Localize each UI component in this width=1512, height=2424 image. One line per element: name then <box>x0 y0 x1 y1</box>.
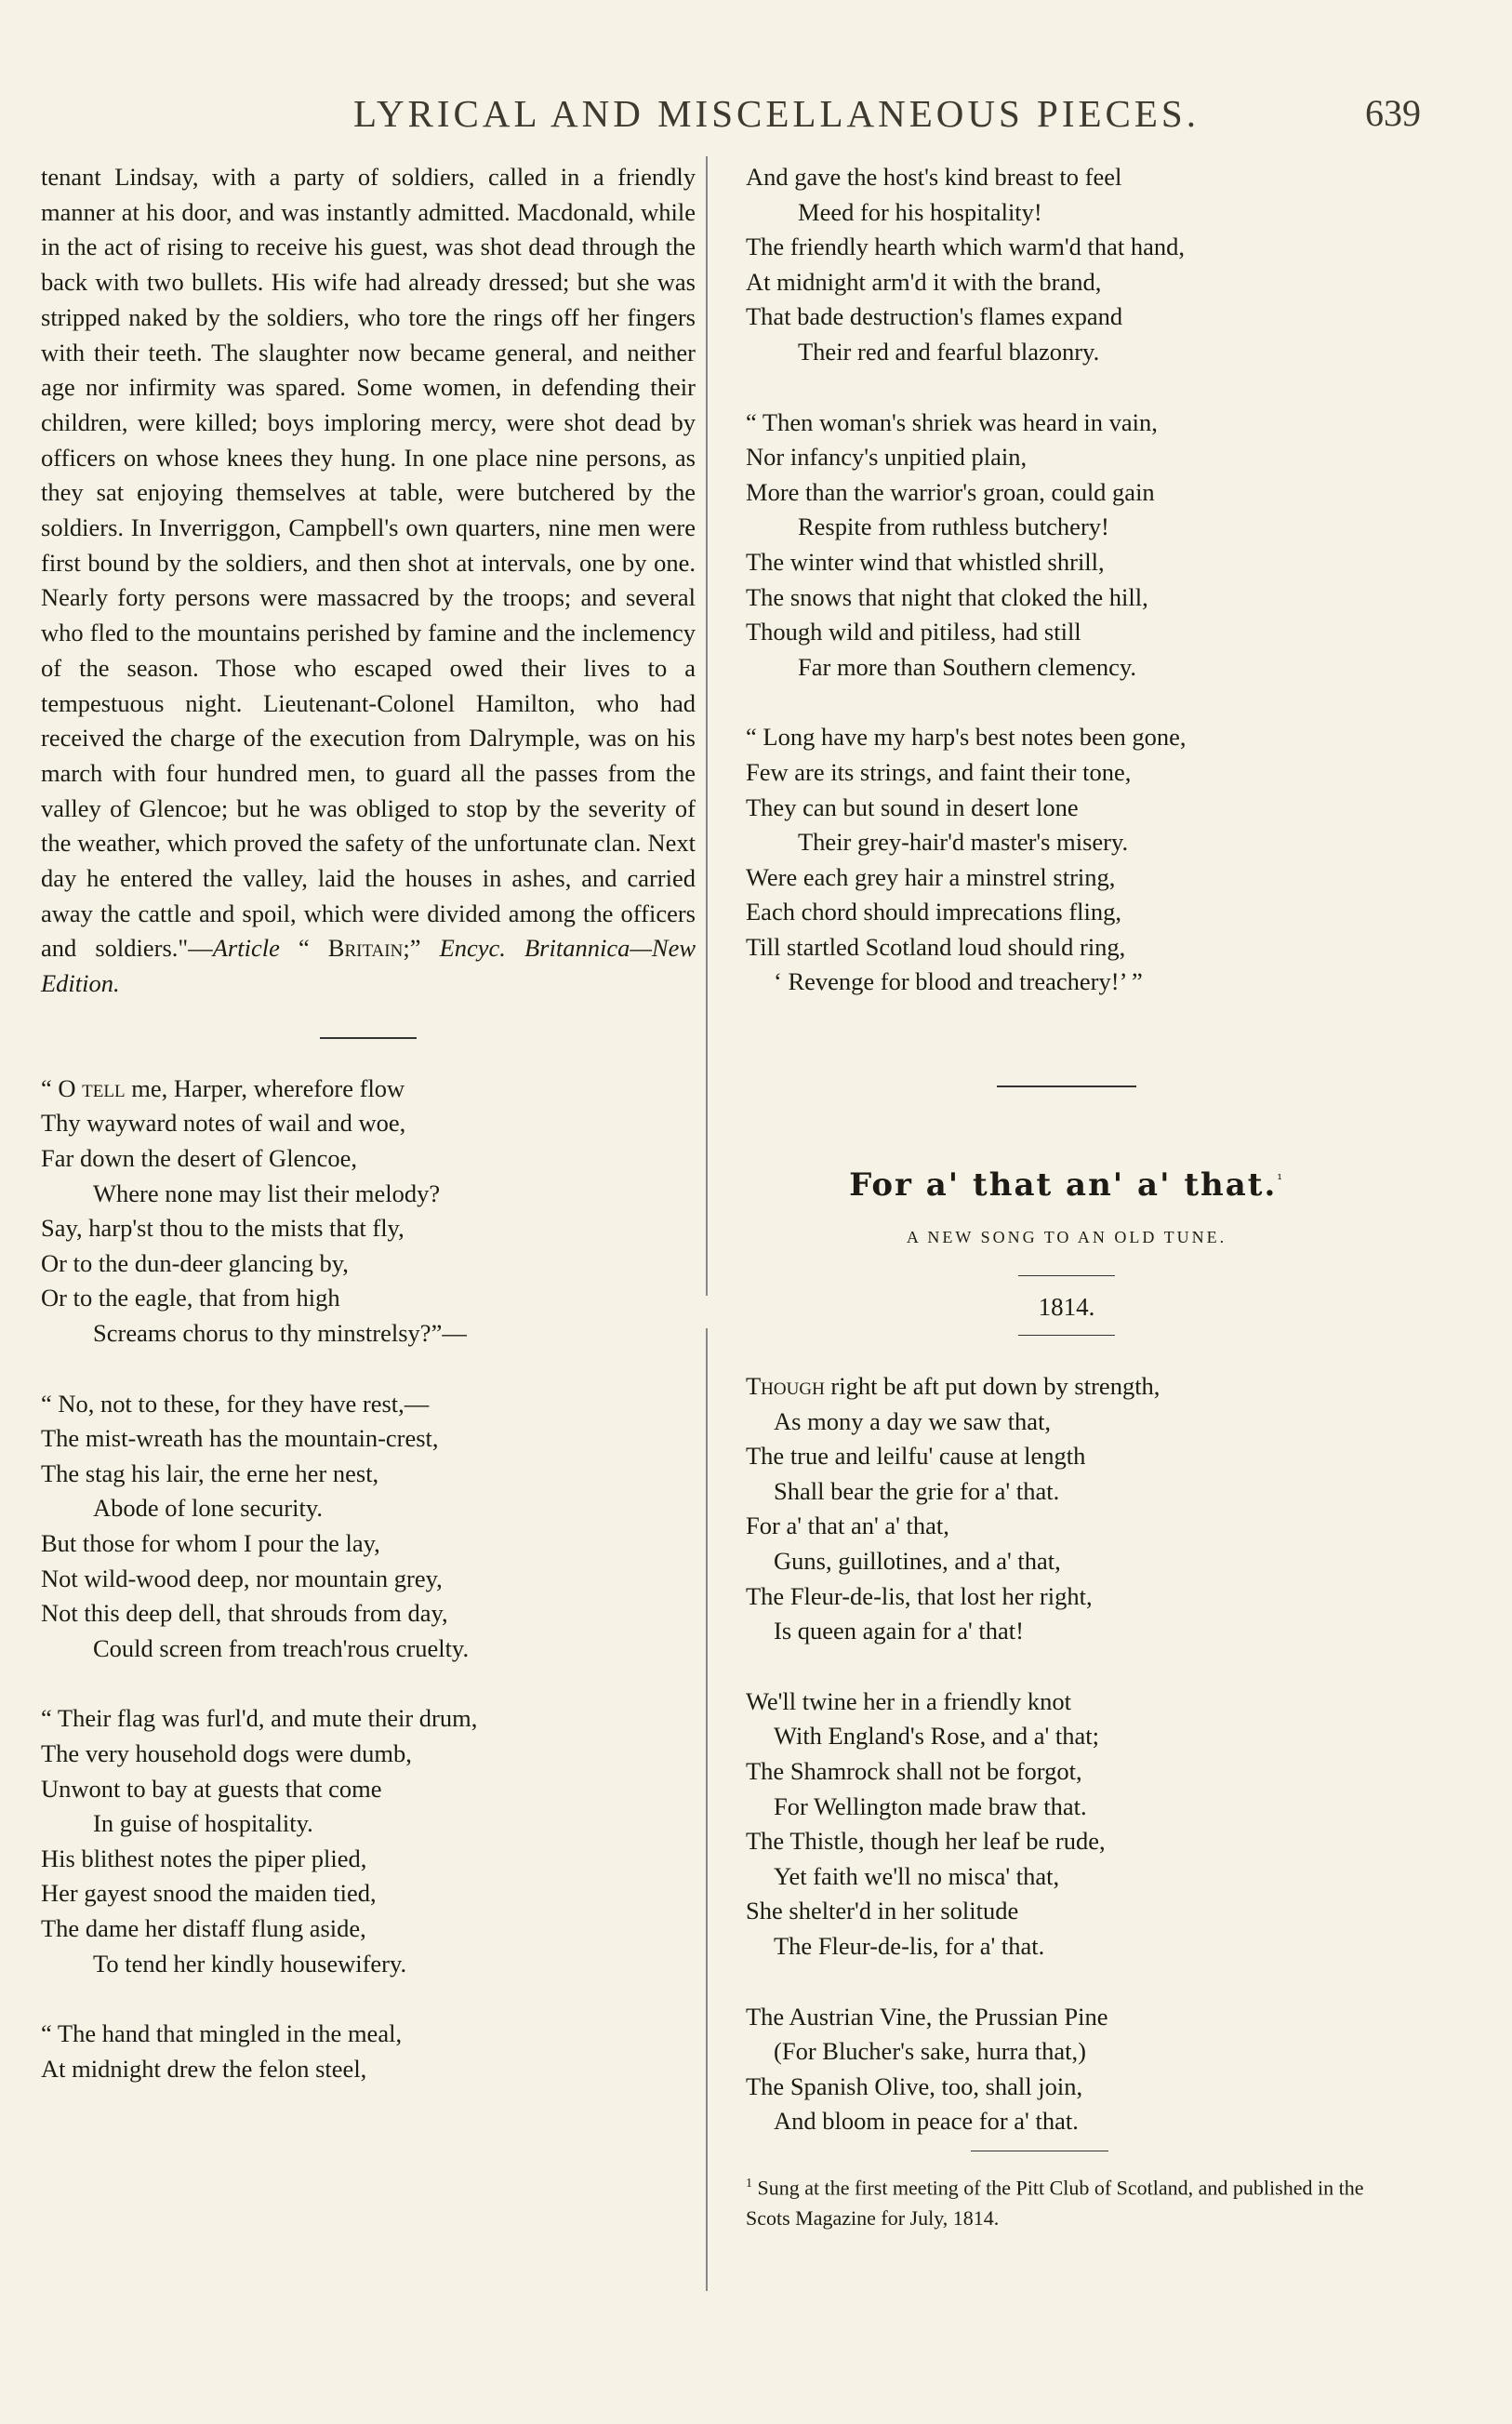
poem-line: At midnight drew the felon steel, <box>41 2054 367 2083</box>
prose-citation-article: Article <box>212 934 280 963</box>
poem-line: The Spanish Olive, too, shall join, <box>746 2071 1083 2100</box>
poem-line: Their grey-hair'd master's misery. <box>798 828 1129 857</box>
poem-line-text: me, Harper, wherefore flow <box>125 1073 405 1102</box>
poem-line: We'll twine her in a friendly knot <box>746 1686 1071 1715</box>
poem-stanza-6 <box>746 406 1387 686</box>
footnote <box>746 2168 1387 2233</box>
poem-line: The friendly hearth which warm'd that hand, <box>746 233 1186 261</box>
poem-line: Screams chorus to thy minstrelsy?”— <box>93 1319 467 1348</box>
poem-line: For a' that an' a' that, <box>746 1512 949 1540</box>
poem-stanza-4 <box>41 2017 696 2086</box>
song-title-text: For a' that an' a' that. <box>849 1166 1278 1205</box>
poem-line: The Austrian Vine, the Prussian Pine <box>746 2002 1108 2031</box>
poem-line: Shall bear the grie for a' that. <box>774 1476 1060 1505</box>
poem-stanza-5 <box>746 160 1387 370</box>
poem-line: The Shamrock shall not be forgot, <box>746 1757 1082 1785</box>
poem-line: That bade destruction's flames expand <box>746 302 1123 331</box>
poem-line: The snows that night that cloked the hill, <box>746 582 1148 611</box>
running-header <box>0 91 1512 147</box>
poem-line: His blithest notes the piper plied, <box>41 1844 367 1872</box>
song-title <box>746 1166 1387 1204</box>
poem-stanza-3 <box>41 1701 696 1981</box>
poem-line: “ Then woman's shriek was heard in vain, <box>746 407 1158 436</box>
poem-stanza-7 <box>746 720 1387 1000</box>
poem-line: Abode of lone security. <box>93 1494 324 1523</box>
poem-line-text: right be aft put down by strength, <box>824 1372 1161 1401</box>
poem-line: “ No, not to these, for they have rest,— <box>41 1389 430 1418</box>
poem-line: At midnight arm'd it with the brand, <box>746 267 1102 296</box>
poem-line: With England's Rose, and a' that; <box>774 1722 1099 1751</box>
prose-citation-encyc: Encyc. Britannica—New Edition. <box>41 934 696 998</box>
poem-line: Her gayest snood the maiden tied, <box>41 1879 377 1908</box>
poem-smallcaps: tell <box>82 1073 126 1102</box>
left-column <box>41 160 696 2086</box>
poem-line: Far down the desert of Glencoe, <box>41 1144 357 1173</box>
poem-line: And gave the host's kind breast to feel <box>746 163 1122 191</box>
song-stanza-3 <box>746 2000 1387 2139</box>
section-rule <box>320 1037 417 1039</box>
poem-line: Where none may list their melody? <box>93 1179 441 1207</box>
poem-line: Respite from ruthless butchery! <box>798 513 1109 541</box>
footnote-text: Sung at the first meeting of the Pitt Club of Scotland, and published in the Scots Magazine for July, 1814. <box>746 2176 1364 2231</box>
poem-line: Were each grey hair a minstrel string, <box>746 862 1116 891</box>
poem-quote-open: “ O <box>41 1073 83 1102</box>
song-year: 1814. <box>1038 1293 1095 1322</box>
poem-line: More than the warrior's groan, could gain <box>746 477 1155 506</box>
poem-line: “ Long have my harp's best notes been gone, <box>746 723 1187 752</box>
poem-line: She shelter'd in her solitude <box>746 1897 1019 1925</box>
footnote-mark: 1 <box>746 2176 752 2191</box>
poem-line: For Wellington made braw that. <box>774 1791 1087 1820</box>
poem-line: The Fleur-de-lis, for a' that. <box>774 1931 1045 1960</box>
poem-line: The Thistle, though her leaf be rude, <box>746 1827 1106 1856</box>
poem-smallcaps: Though <box>746 1372 825 1401</box>
prose-passage <box>41 160 696 1002</box>
poem-line: They can but sound in desert lone <box>746 792 1079 821</box>
poem-line: Yet faith we'll no misca' that, <box>774 1861 1060 1890</box>
poem-line: Say, harp'st thou to the mists that fly, <box>41 1214 405 1243</box>
poem-line: Nor infancy's unpitied plain, <box>746 443 1028 472</box>
poem-line: Guns, guillotines, and a' that, <box>774 1547 1061 1576</box>
section-rule <box>1018 1275 1115 1276</box>
poem-line: And bloom in peace for a' that. <box>774 2107 1079 2136</box>
poem-line: The very household dogs were dumb, <box>41 1738 412 1767</box>
poem-line: The dame her distaff flung aside, <box>41 1913 366 1942</box>
poem-line: (For Blucher's sake, hurra that,) <box>774 2037 1086 2066</box>
poem-line: “ The hand that mingled in the meal, <box>41 2019 403 2048</box>
column-divider <box>706 156 708 1296</box>
poem-line: Or to the eagle, that from high <box>41 1284 340 1312</box>
poem-stanza-2 <box>41 1387 696 1667</box>
song-stanza-2 <box>746 1685 1387 1965</box>
running-title: LYRICAL AND MISCELLANEOUS PIECES. <box>353 92 1200 135</box>
poem-line: To tend her kindly housewifery. <box>93 1949 407 1978</box>
poem-stanza-1 <box>41 1072 696 1352</box>
poem-line: Meed for his hospitality! <box>798 197 1042 226</box>
song-subtitle: A NEW SONG TO AN OLD TUNE. <box>906 1228 1227 1247</box>
poem-line: “ Their flag was furl'd, and mute their drum, <box>41 1704 478 1733</box>
poem-line: The winter wind that whistled shrill, <box>746 547 1105 576</box>
poem-line: In guise of hospitality. <box>93 1809 313 1838</box>
poem-line: The mist-wreath has the mountain-crest, <box>41 1424 439 1453</box>
poem-line: Thy wayward notes of wail and woe, <box>41 1109 406 1138</box>
prose-text: tenant Lindsay, with a party of soldiers, called in a friendly manner at his door, and was instantly admitted. Macdonald, while in the act of rising to receive his guest, was shot dead through the back with two bullets. His wife had already dressed; but she was stripped naked by the soldiers, who tore the rings off her fingers with their teeth. The slaughter now became general, and neither age nor infirmity was spared. Some women, in defending their children, were killed; boys imploring mercy, were shot dead by officers on whose knees they hung. In one place nine persons, as they sat enjoying themselves at table, were butchered by the soldiers. In Inverriggon, Campbell's own quarters, nine men were first bound by the soldiers, and then shot at intervals, one by one. Nearly forty persons were massacred by the troops; and several who fled to the mountains perished by famine and the inclemency of the season. Those who escaped owed their lives to a tempestuous night. Lieutenant-Colonel Hamilton, who had received the charge of the execution from Dalrymple, was on his march with four hundred men, to guard all the passes from the valley of Glencoe; but he was obliged to stop by the severity of the weather, which proved the safety of the unfortunate clan. Next day he entered the valley, laid the houses in ashes, and carried away the cattle and spoil, which were divided among the officers and soldiers."— <box>41 163 696 963</box>
right-column <box>746 160 1387 2233</box>
song-stanza-1 <box>746 1369 1387 1649</box>
poem-line: Far more than Southern clemency. <box>798 652 1137 681</box>
poem-line: Is queen again for a' that! <box>774 1617 1024 1645</box>
prose-paragraph <box>41 160 696 1002</box>
poem-line: Though wild and pitiless, had still <box>746 618 1081 646</box>
column-divider <box>706 1328 708 2291</box>
poem-line: Their red and fearful blazonry. <box>798 337 1100 366</box>
poem-line: Few are its strings, and faint their tone, <box>746 757 1132 786</box>
poem-line: But those for whom I pour the lay, <box>41 1529 380 1557</box>
poem-line: Could screen from treach'rous cruelty. <box>93 1633 470 1662</box>
poem-line <box>41 1072 696 1107</box>
footnote-reference: ¹ <box>1277 1172 1284 1188</box>
poem-line: Not this deep dell, that shrouds from day, <box>41 1599 448 1628</box>
section-rule <box>1018 1335 1115 1336</box>
poem-line: ‘ Revenge for blood and treachery!’ ” <box>774 967 1143 996</box>
poem-line: Or to the dun-deer glancing by, <box>41 1248 349 1277</box>
prose-citation-britain: “ Britain;” <box>298 934 421 963</box>
section-rule <box>997 1085 1136 1087</box>
poem-line: The stag his lair, the erne her nest, <box>41 1458 379 1487</box>
poem-line <box>746 1369 1387 1405</box>
page-number: 639 <box>1365 92 1421 134</box>
poem-line: The Fleur-de-lis, that lost her right, <box>746 1581 1093 1610</box>
poem-line: Unwont to bay at guests that come <box>41 1774 382 1803</box>
poem-line: Till startled Scotland loud should ring, <box>746 932 1126 961</box>
poem-line: The true and leilfu' cause at length <box>746 1442 1086 1471</box>
poem-line: Not wild-wood deep, nor mountain grey, <box>41 1564 443 1592</box>
poem-line: Each chord should imprecations fling, <box>746 898 1122 926</box>
poem-line: As mony a day we saw that, <box>774 1406 1052 1435</box>
